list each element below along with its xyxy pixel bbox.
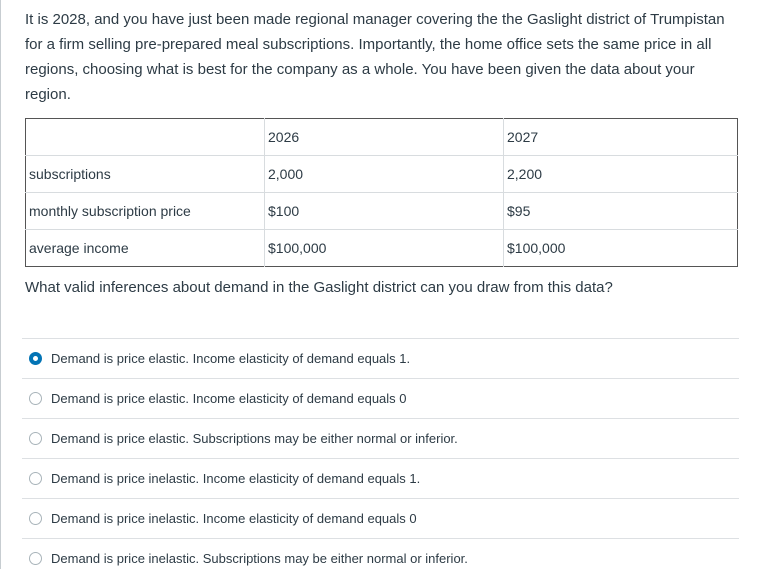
- table-cell: $100: [265, 193, 504, 230]
- question-text: What valid inferences about demand in the Gaslight district can you draw from this data?: [25, 279, 613, 296]
- data-table: [25, 118, 738, 267]
- radio-button[interactable]: [29, 552, 42, 565]
- table-header-row: [26, 119, 738, 156]
- table-cell: $100,000: [265, 230, 504, 267]
- radio-button[interactable]: [29, 352, 42, 365]
- answer-list: [22, 338, 739, 578]
- answer-label[interactable]: Demand is price elastic. Income elasticity of demand equals 1.: [51, 351, 411, 366]
- answer-option-2[interactable]: [22, 378, 739, 418]
- table-cell: monthly subscription price: [26, 193, 265, 230]
- answer-option-1[interactable]: [22, 338, 739, 378]
- answer-option-4[interactable]: [22, 458, 739, 498]
- table-row: [26, 193, 738, 230]
- answer-label[interactable]: Demand is price inelastic. Income elasticity of demand equals 0: [51, 511, 417, 526]
- answer-label[interactable]: Demand is price inelastic. Subscriptions may be either normal or inferior.: [51, 551, 468, 566]
- answer-label[interactable]: Demand is price elastic. Income elasticity of demand equals 0: [51, 391, 407, 406]
- answer-label[interactable]: Demand is price elastic. Subscriptions may be either normal or inferior.: [51, 431, 458, 446]
- radio-button[interactable]: [29, 432, 42, 445]
- answer-option-6[interactable]: [22, 538, 739, 578]
- table-cell: $95: [504, 193, 738, 230]
- table-cell: average income: [26, 230, 265, 267]
- answer-option-5[interactable]: [22, 498, 739, 538]
- table-header-cell: [26, 119, 265, 156]
- table-row: [26, 156, 738, 193]
- table-header-cell: 2026: [265, 119, 504, 156]
- answer-label[interactable]: Demand is price inelastic. Income elasticity of demand equals 1.: [51, 471, 421, 486]
- question-prompt: It is 2028, and you have just been made regional manager covering the the Gaslight district of Trumpistan for a firm selling pre-prepared meal subscriptions. Importantly, the home office sets the same price in all regions, choosing what is best for the company as a whole. You have been given the data about your region.: [25, 11, 725, 103]
- table-header-cell: 2027: [504, 119, 738, 156]
- page-left-border: [0, 0, 1, 569]
- table-cell: 2,200: [504, 156, 738, 193]
- table-cell: $100,000: [504, 230, 738, 267]
- radio-button[interactable]: [29, 472, 42, 485]
- radio-button[interactable]: [29, 392, 42, 405]
- table-cell: 2,000: [265, 156, 504, 193]
- table-row: [26, 230, 738, 267]
- table-cell: subscriptions: [26, 156, 265, 193]
- answer-option-3[interactable]: [22, 418, 739, 458]
- radio-button[interactable]: [29, 512, 42, 525]
